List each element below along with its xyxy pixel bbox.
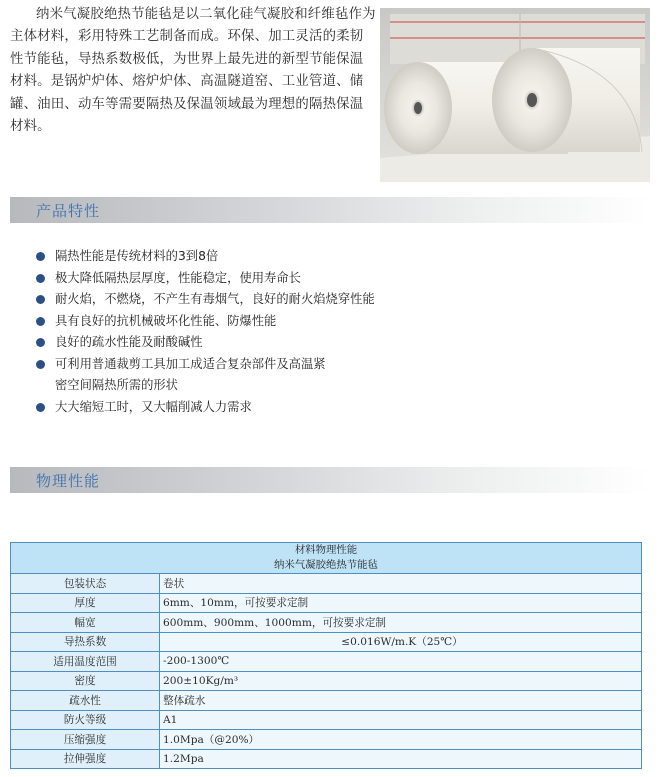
table-header-subtitle: 纳米气凝胶绝热节能毡 [274,559,378,571]
list-item: 大大缩短工时，又大幅削减人力需求 [34,397,375,419]
section-header-physical [10,467,650,493]
row-value: -200-1300℃ [160,652,642,672]
bullet-icon [36,403,45,412]
row-value: 600mm、900mm、1000mm，可按要求定制 [160,613,642,633]
row-label: 疏水性 [11,691,160,711]
table-header-title: 材料物理性能 [294,544,358,556]
list-item: 极大降低隔热层厚度，性能稳定，使用寿命长 [34,268,375,290]
table-row [11,710,642,730]
section-title-physical: 物理性能 [36,472,101,490]
row-label: 幅宽 [11,613,160,633]
row-value: 整体疏水 [160,691,642,711]
table-header-row [11,543,642,574]
bullet-icon [36,317,45,326]
list-item: 耐火焰，不燃烧，不产生有毒烟气，良好的耐火焰烧穿性能 [34,289,375,311]
table-row [11,652,642,672]
section-header-features [10,197,650,223]
section-title-features: 产品特性 [36,202,101,220]
row-label: 包装状态 [11,574,160,594]
row-label: 导热系数 [11,632,160,652]
row-value: 卷状 [160,574,642,594]
bullet-icon [36,360,45,369]
table-row [11,613,642,633]
table-row [11,632,642,652]
table-row [11,671,642,691]
bullet-icon [36,252,45,261]
row-value: A1 [160,710,642,730]
row-label: 压缩强度 [11,730,160,750]
list-item: 具有良好的抗机械破坏化性能、防爆性能 [34,311,375,333]
table-row [11,691,642,711]
row-label: 密度 [11,671,160,691]
table-header [11,543,642,574]
bullet-icon [36,338,45,347]
spec-table [10,542,642,769]
table-row [11,730,642,750]
row-value: 6mm、10mm，可按要求定制 [160,593,642,613]
table-row [11,749,642,769]
intro-paragraph: 纳米气凝胶绝热节能毡是以二氧化硅气凝胶和纤维毡作为主体材料，彩用特殊工艺制备而成。环保、加工灵活的柔韧性节能毡，导热系数极低，为世界上最先进的新型节能保温材料。是锅炉炉体、熔炉炉体、高温隧道窑、工业管道、储罐、油田、动车等需要隔热及保温领域最为理想的隔热保温材料。 [10,7,376,135]
product-photo [380,8,650,182]
row-label: 厚度 [11,593,160,613]
table-row [11,574,642,594]
list-item: 隔热性能是传统材料的3到8倍 [34,246,375,268]
row-value: 200±10Kg/m³ [160,671,642,691]
row-value: ≤0.016W/m.K（25℃） [160,632,642,652]
feature-list [34,246,375,418]
bullet-icon [36,274,45,283]
row-value: 1.2Mpa [160,749,642,769]
table-row [11,593,642,613]
bullet-icon [36,295,45,304]
list-item: 可利用普通裁剪工具加工成适合复杂部件及高温紧密空间隔热所需的形状 [34,354,375,397]
row-value: 1.0Mpa（@20%） [160,730,642,750]
row-label: 适用温度范围 [11,652,160,672]
row-label: 防火等级 [11,710,160,730]
row-label: 拉伸强度 [11,749,160,769]
list-item: 良好的疏水性能及耐酸碱性 [34,332,375,354]
